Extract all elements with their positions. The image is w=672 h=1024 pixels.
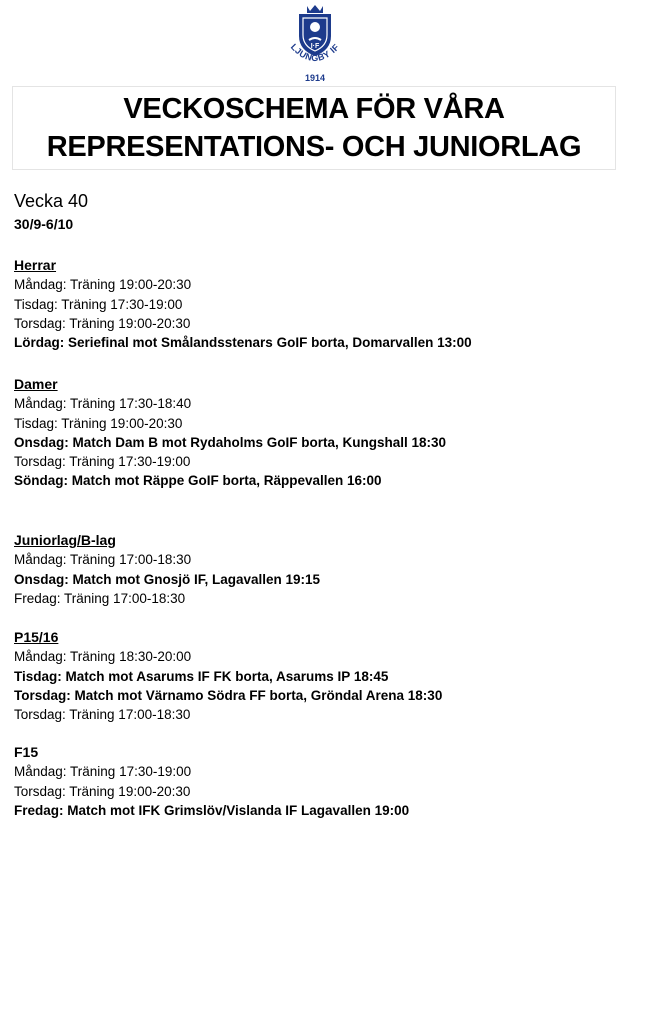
schedule-row: Lördag: Seriefinal mot Smålandsstenars GoIF borta, Domarvallen 13:00 [14, 335, 472, 351]
section-p15-16 [14, 628, 442, 724]
schedule-row: Torsdag: Träning 17:00-18:30 [14, 707, 191, 723]
schedule-row: Måndag: Träning 19:00-20:30 [14, 277, 192, 293]
section-juniorlag [14, 531, 320, 608]
club-logo [283, 2, 347, 84]
schedule-row: Torsdag: Träning 19:00-20:30 [14, 783, 191, 799]
schedule-row: Onsdag: Match Dam B mot Rydaholms GoIF borta, Kungshall 18:30 [14, 434, 447, 450]
schedule-row: Söndag: Match mot Räppe GoIF borta, Räppevallen 16:00 [14, 473, 382, 489]
logo-club-name: LJUNGBY IF [288, 41, 342, 64]
section-heading: Damer [14, 376, 58, 392]
section-heading: Juniorlag/B-lag [14, 532, 116, 548]
schedule-row: Onsdag: Match mot Gnosjö IF, Lagavallen 19:15 [14, 571, 321, 587]
section-heading: P15/16 [14, 629, 59, 645]
schedule-row: Måndag: Träning 17:30-18:40 [14, 396, 192, 412]
week-label: Vecka 40 [14, 191, 89, 211]
schedule-row: Torsdag: Match mot Värnamo Södra FF borta, Gröndal Arena 18:30 [14, 687, 443, 703]
svg-text:I·F: I·F [310, 43, 320, 50]
logo-year: 1914 [304, 73, 326, 83]
schedule-row: Måndag: Träning 18:30-20:00 [14, 649, 192, 665]
page-title-line-1: VECKOSCHEMA FÖR VÅRA [123, 93, 505, 125]
page-title-line-2: REPRESENTATIONS- OCH JUNIORLAG [46, 131, 582, 163]
section-herrar [14, 256, 472, 352]
section-damer [14, 375, 446, 491]
schedule-row: Torsdag: Träning 17:30-19:00 [14, 454, 191, 470]
schedule-row: Tisdag: Match mot Asarums IF FK borta, Asarums IP 18:45 [14, 668, 389, 684]
section-heading: Herrar [14, 257, 57, 273]
title-box [12, 86, 616, 170]
schedule-row: Tisdag: Träning 17:30-19:00 [14, 296, 183, 312]
schedule-row: Tisdag: Träning 19:00-20:30 [14, 415, 183, 431]
schedule-row: Fredag: Träning 17:00-18:30 [14, 590, 186, 606]
week-dates: 30/9-6/10 [14, 216, 74, 232]
crown-icon [307, 5, 323, 13]
schedule-row: Måndag: Träning 17:00-18:30 [14, 552, 192, 568]
schedule-row: Torsdag: Träning 19:00-20:30 [14, 315, 191, 331]
schedule-row: Måndag: Träning 17:30-19:00 [14, 764, 192, 780]
schedule-row: Fredag: Match mot IFK Grimslöv/Vislanda IF Lagavallen 19:00 [14, 802, 410, 818]
section-heading: F15 [14, 744, 39, 760]
section-f15 [14, 743, 409, 820]
